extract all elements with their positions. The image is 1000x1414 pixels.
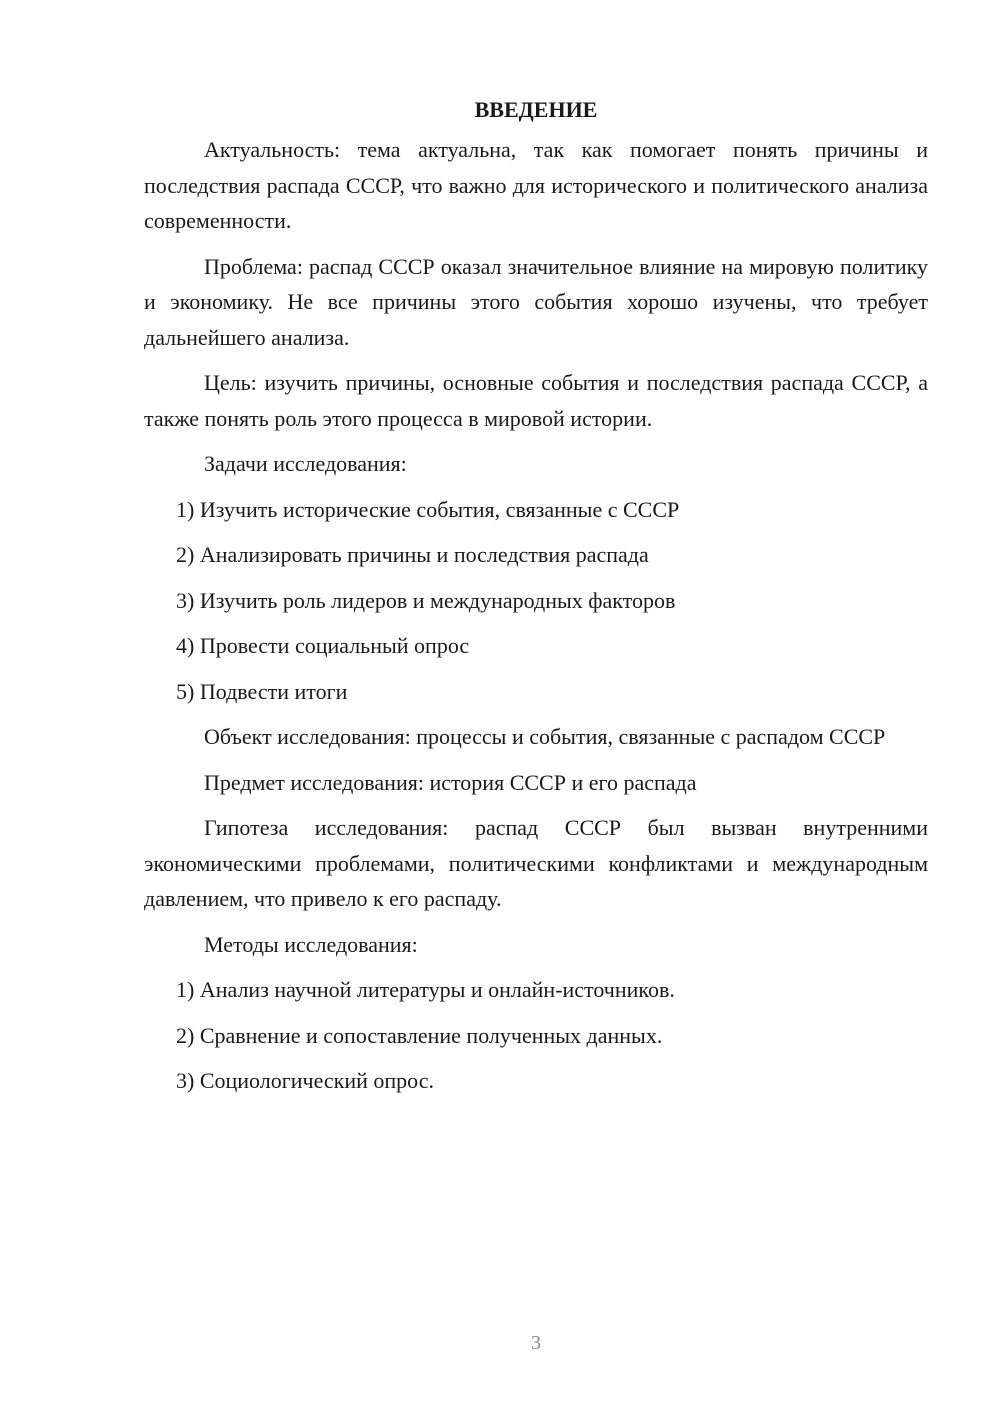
section-title: ВВЕДЕНИЕ bbox=[474, 97, 598, 122]
task-item: 4) Провести социальный опрос bbox=[176, 633, 470, 658]
problem-paragraph: Проблема: распад СССР оказал значительное влияние на мировую политику и экономику. Не все причины этого события хорошо изучены, что требует дальнейшего анализа. bbox=[144, 253, 928, 350]
subject-paragraph: Предмет исследования: история СССР и его распада bbox=[204, 769, 697, 795]
document-page bbox=[144, 92, 928, 1109]
task-item: 1) Изучить исторические события, связанные с СССР bbox=[176, 496, 680, 522]
method-item: 1) Анализ научной литературы и онлайн-источников. bbox=[176, 977, 675, 1002]
goal-paragraph: Цель: изучить причины, основные события и последствия распада СССР, а также понять роль этого процесса в мировой истории. bbox=[144, 370, 928, 431]
method-item: 3) Социологический опрос. bbox=[176, 1068, 434, 1093]
tasks-list bbox=[144, 492, 928, 710]
object-paragraph: Объект исследования: процессы и события, связанные с распадом СССР bbox=[204, 724, 886, 749]
relevance-paragraph: Актуальность: тема актуальна, так как помогает понять причины и последствия распада СССР, что важно для исторического и политического анализа современности. bbox=[144, 137, 928, 233]
page-number: 3 bbox=[531, 1332, 541, 1354]
methods-heading: Методы исследования: bbox=[204, 931, 418, 957]
task-item: 5) Подвести итоги bbox=[176, 678, 348, 704]
method-item: 2) Сравнение и сопоставление полученных данных. bbox=[176, 1022, 663, 1048]
hypothesis-paragraph: Гипотеза исследования: распад СССР был вызван внутренними экономическими проблемами, политическими конфликтами и международным давлением, что привело к его распаду. bbox=[144, 815, 928, 911]
task-item: 2) Анализировать причины и последствия распада bbox=[176, 542, 649, 567]
methods-list bbox=[144, 972, 928, 1099]
tasks-heading: Задачи исследования: bbox=[204, 451, 407, 476]
task-item: 3) Изучить роль лидеров и международных факторов bbox=[176, 587, 676, 613]
